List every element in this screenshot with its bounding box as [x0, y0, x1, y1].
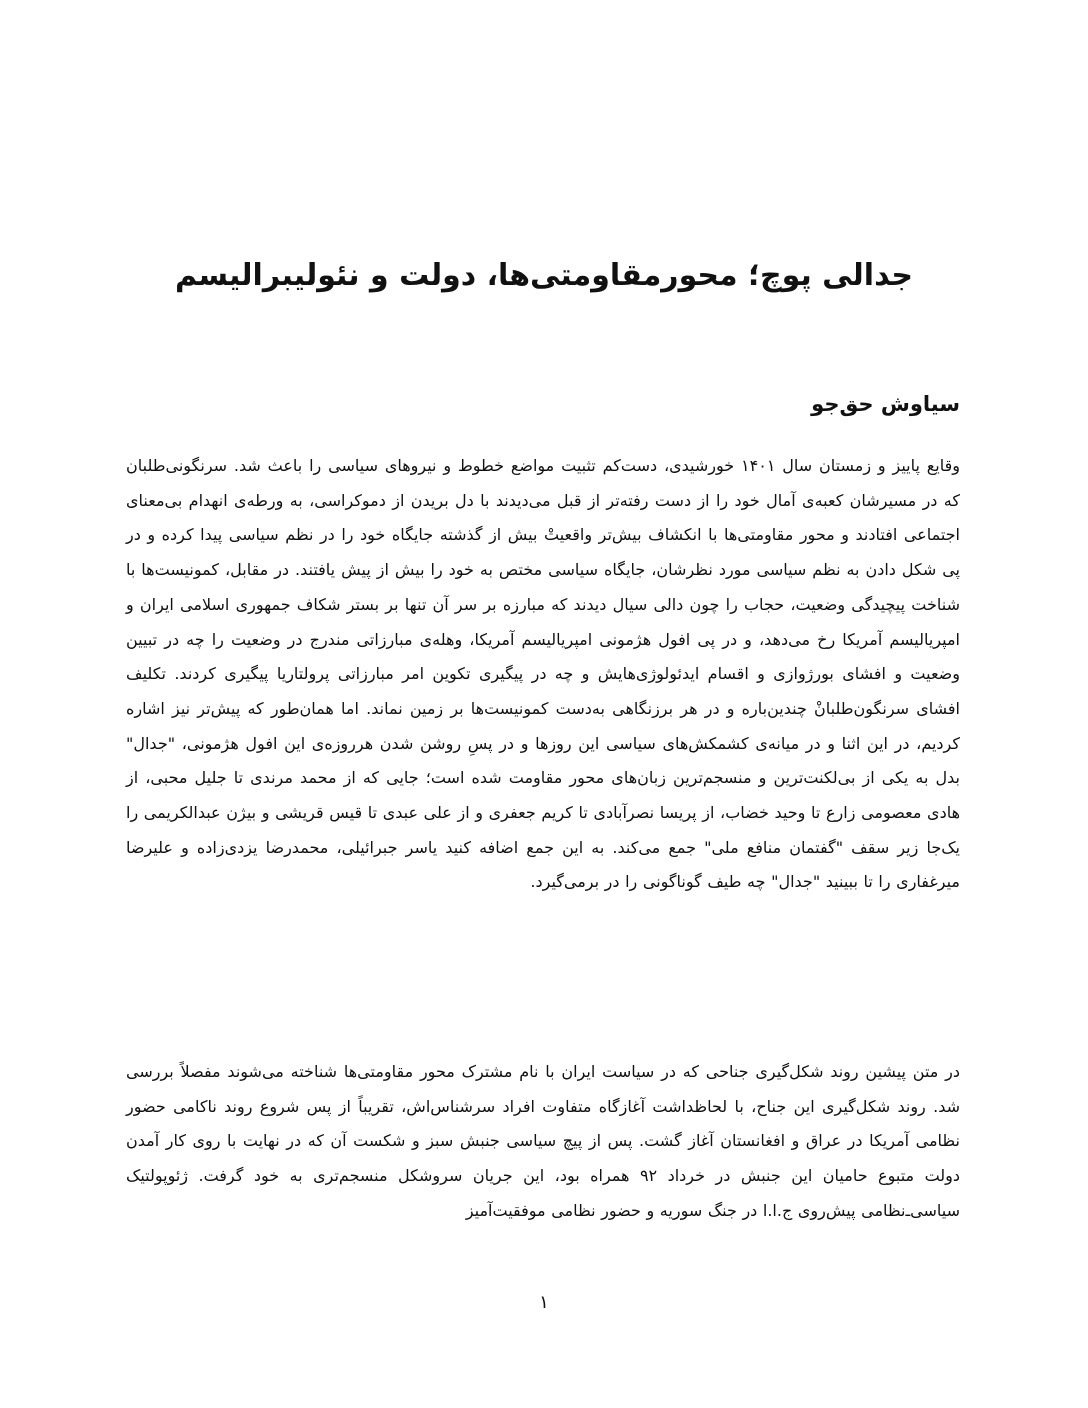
page-title: جدالی پوچ؛ محورمقاومتی‌ها، دولت و نئولیبرالیسم	[174, 258, 914, 293]
author-name: سیاوش حق‌جو	[811, 392, 960, 416]
page-number: ۱	[539, 1292, 549, 1313]
body-paragraph-2: در متن پیشین روند شکل‌گیری جناحی که در سیاست ایران با نام مشترک محور مقاومتی‌ها شناخته می‌شوند مفصلاً بررسی شد. روند شکل‌گیری این جناح، با لحاظداشت آغازگاه متفاوت افراد سرشناس‌اش، تقریباً از پس شروع روند ناکامی حضور نظامی آمریکا در عراق و افغانستان آغاز گشت. پس از پیچ سیاسی جنبش سبز و شکست آن که در نهایت با روی کار آمدن دولت متبوع حامیان این جنبش در خرداد ۹۲ همراه بود، این جریان سروشکل منسجم‌تری به خود گرفت. ژئوپولتیک سیاسی‌ـ‌نظامی پیش‌روی ج.ا.ا در جنگ سوریه و حضور نظامی موفقیت‌آمیز	[126, 1062, 961, 1220]
body-paragraph-1: وقایع پاییز و زمستان سال ۱۴۰۱ خورشیدی، دست‌کم تثبیت مواضع خطوط و نیروهای سیاسی را باعث شد. سرنگونی‌طلبان که در مسیرشان کعبه‌ی آمال خود را از دست رفته‌تر از قبل می‌دیدند با دل بریدن از دموکراسی، به ورطه‌ی انهدام بی‌معنای اجتماعی افتادند و محور مقاومتی‌ها با انکشاف بیش‌تر واقعیتْ بیش از گذشته جایگاه خود را در نظم سیاسی پیدا کرده و در پی شکل دادن به نظم سیاسی مورد نظرشان، جایگاه سیاسی مختص به خود را بیش از پیش یافتند. در مقابل، کمونیست‌ها با شناخت پیچیدگی وضعیت، حجاب را چون دالی سیال دیدند که مبارزه بر سر آن تنها بر بستر شکاف جمهوری اسلامی ایران و امپریالیسم آمریکا رخ می‌دهد، و در پی افول هژمونی امپریالیسم آمریکا، وهله‌ی مبارزاتی مندرج در وضعیت را چه در تبیین وضعیت و افشای بورژوازی و اقسام ایدئولوژی‌هایش و چه در پیگیری تکوین امر مبارزاتی پرولتاریا پیگیری کردند. تکلیف افشای سرنگون‌طلبانْ چندین‌باره و در هر برزنگاهی به‌دست کمونیست‌ها بر زمین نماند. اما همان‌طور که پیش‌تر نیز اشاره کردیم، در این اثنا و در میانه‌ی کشمکش‌های سیاسی این روزها و در پسِ روشن شدن هرروزه‌ی این افول هژمونی، "جدال" بدل به یکی از بی‌لکنت‌ترین و منسجم‌ترین زبان‌های محور مقاومت شده است؛ جایی که از محمد مرندی تا جلیل محبی، از هادی معصومی زارع تا وحید خضاب، از پریسا نصرآبادی تا کریم جعفری و از علی عبدی تا قیس قریشی و بیژن عبدالکریمی را یک‌جا زیر سقف "گفتمان منافع ملی" جمع می‌کند. به این جمع اضافه کنید یاسر جبرائیلی، محمدرضا یزدی‌زاده و علیرضا میرغفاری را تا ببینید "جدال" چه طیف گوناگونی را در برمی‌گیرد.	[126, 456, 961, 892]
